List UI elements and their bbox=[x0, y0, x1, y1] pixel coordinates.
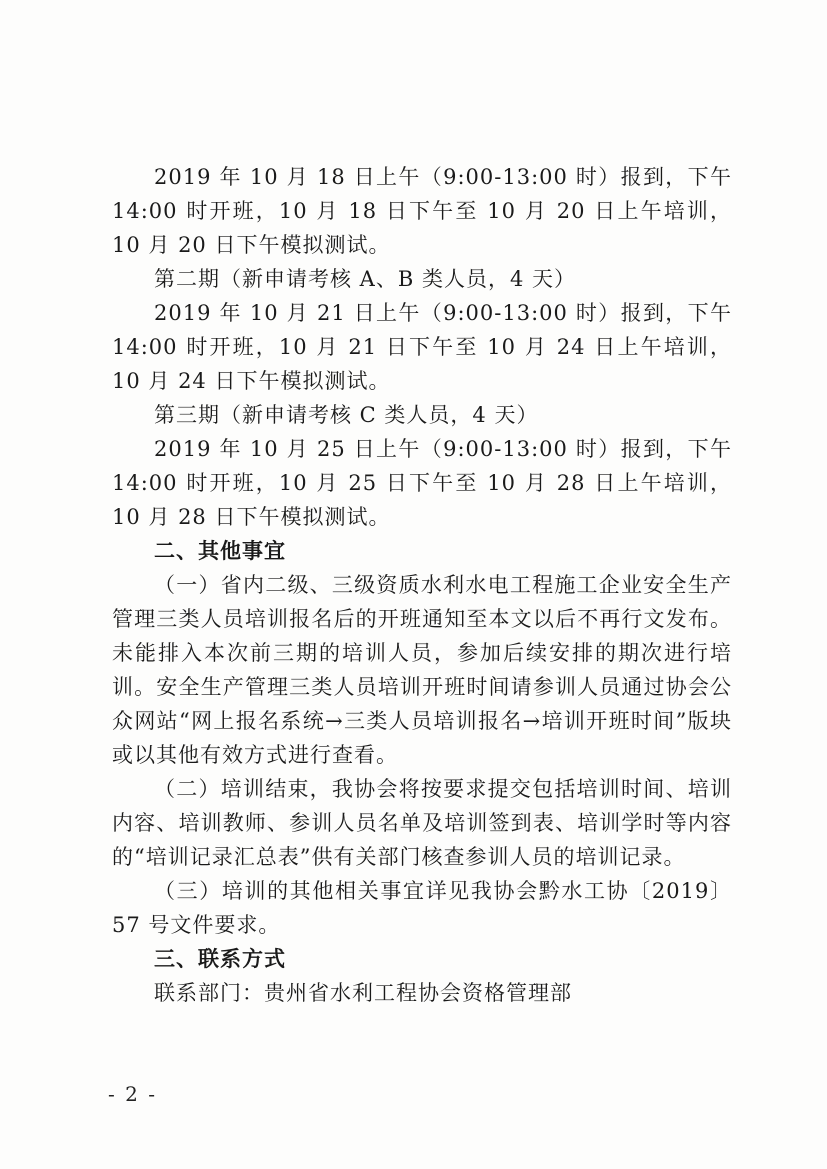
schedule-first-period: 2019 年 10 月 18 日上午（9:00-13:00 时）报到，下午 14:00 时开班，10 月 18 日下午至 10 月 20 日上午培训，10 月 20 日下午模拟测试。 bbox=[112, 165, 732, 257]
document-body bbox=[112, 160, 732, 1010]
third-period-title: 第三期（新申请考核 C 类人员，4 天） bbox=[154, 403, 539, 427]
schedule-third-period: 2019 年 10 月 25 日上午（9:00-13:00 时）报到，下午 14:00 时开班，10 月 25 日下午至 10 月 28 日上午培训，10 月 28 日下午模拟测试。 bbox=[112, 437, 732, 529]
section-heading-contact: 三、联系方式 bbox=[154, 947, 286, 971]
other-matter-3: （三）培训的其他相关事宜详见我协会黔水工协〔2019〕57 号文件要求。 bbox=[112, 879, 732, 937]
other-matter-2: （二）培训结束，我协会将按要求提交包括培训时间、培训内容、培训教师、参训人员名单及培训签到表、培训学时等内容的“培训记录汇总表”供有关部门核查参训人员的培训记录。 bbox=[112, 777, 732, 869]
section-heading-other-matters: 二、其他事宜 bbox=[154, 539, 286, 563]
other-matter-1: （一）省内二级、三级资质水利水电工程施工企业安全生产管理三类人员培训报名后的开班通知至本文以后不再行文发布。未能排入本次前三期的培训人员，参加后续安排的期次进行培训。安全生产管理三类人员培训开班时间请参训人员通过协会公众网站“网上报名系统→三类人员培训报名→培训开班时间”版块或以其他有效方式进行查看。 bbox=[112, 573, 732, 767]
second-period-title: 第二期（新申请考核 A、B 类人员，4 天） bbox=[154, 267, 576, 291]
contact-department: 联系部门：贵州省水利工程协会资格管理部 bbox=[154, 981, 572, 1005]
page-number: - 2 - bbox=[108, 1082, 157, 1106]
schedule-second-period: 2019 年 10 月 21 日上午（9:00-13:00 时）报到，下午 14:00 时开班，10 月 21 日下午至 10 月 24 日上午培训，10 月 24 日下午模拟测试。 bbox=[112, 301, 732, 393]
